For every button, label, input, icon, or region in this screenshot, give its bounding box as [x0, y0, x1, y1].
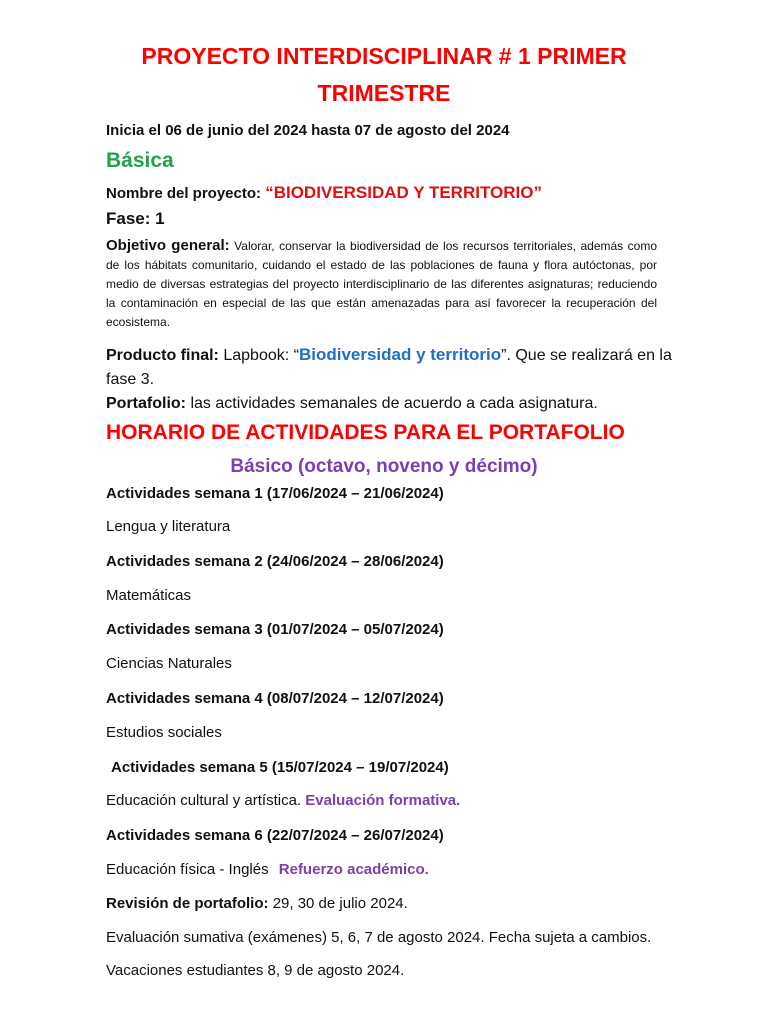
week-2-subject: Matemáticas: [106, 587, 192, 604]
review-label: Revisión de portafolio:: [106, 895, 269, 912]
portfolio-label: Portafolio:: [106, 395, 186, 412]
review-text: 29, 30 de julio 2024.: [272, 895, 408, 912]
objective-paragraph: [106, 236, 657, 332]
product-highlight: Biodiversidad y territorio: [298, 345, 502, 364]
title-line-1: PROYECTO INTERDISCIPLINAR # 1 PRIMER: [141, 43, 627, 69]
week-4-subject: Estudios sociales: [106, 724, 222, 741]
product-suffix: ”. Que se realizará en la: [501, 347, 672, 364]
week-3-title: Actividades semana 3 (01/07/2024 – 05/07/2024): [106, 621, 444, 638]
product-prefix: Lapbook: “: [223, 347, 299, 364]
week-3-subject: Ciencias Naturales: [106, 655, 232, 672]
objective-label: Objetivo general:: [106, 237, 230, 254]
week-5-subject: Educación cultural y artística.: [106, 792, 302, 809]
phase-line: Fase: 1: [106, 209, 165, 228]
objective-text: Valorar, conservar la biodiversidad de los recursos territoriales, además como de los hábitats comunitario, cuidando el estado de las poblaciones de fauna y flora autóctonas, por medio de diversas estrategias del proyecto interdisciplinario de las diferentes asignaturas; reduciendo la contaminación en especial de las que están amenazadas para así favorecer la recuperación del ecosistema.: [106, 239, 657, 329]
schedule-subheading: Básico (octavo, noveno y décimo): [230, 456, 538, 477]
product-line: [106, 345, 672, 365]
dates-line: Inicia el 06 de junio del 2024 hasta 07 de agosto del 2024: [106, 122, 510, 139]
summative-line: Evaluación sumativa (exámenes) 5, 6, 7 de agosto 2024. Fecha sujeta a cambios.: [106, 929, 652, 946]
week-1-subject: Lengua y literatura: [106, 518, 231, 535]
review-line: [106, 895, 408, 912]
vacation-line: Vacaciones estudiantes 8, 9 de agosto 2024.: [106, 962, 405, 979]
schedule-heading: HORARIO DE ACTIVIDADES PARA EL PORTAFOLIO: [106, 421, 625, 444]
project-name-line: [106, 183, 542, 203]
portfolio-text: las actividades semanales de acuerdo a cada asignatura.: [190, 395, 598, 412]
week-5-line: [106, 792, 460, 809]
week-5-title: Actividades semana 5 (15/07/2024 – 19/07/2024): [111, 759, 449, 776]
project-name-value: “BIODIVERSIDAD Y TERRITORIO”: [265, 183, 542, 202]
level-heading: Básica: [106, 149, 174, 172]
week-4-title: Actividades semana 4 (08/07/2024 – 12/07/2024): [106, 690, 444, 707]
title-line-2: TRIMESTRE: [317, 80, 451, 106]
week-1-title: Actividades semana 1 (17/06/2024 – 21/06/2024): [106, 485, 444, 502]
week-5-note: Evaluación formativa.: [305, 792, 461, 809]
week-6-subject: Educación física - Inglés: [106, 861, 269, 878]
week-6-note: Refuerzo académico.: [278, 861, 429, 878]
week-6-title: Actividades semana 6 (22/07/2024 – 26/07/2024): [106, 827, 444, 844]
project-name-label: Nombre del proyecto:: [106, 185, 262, 202]
week-2-title: Actividades semana 2 (24/06/2024 – 28/06/2024): [106, 553, 444, 570]
product-line-2: fase 3.: [106, 371, 155, 388]
portfolio-line: [106, 395, 598, 413]
product-label: Producto final:: [106, 347, 219, 364]
week-6-line: [106, 861, 429, 878]
